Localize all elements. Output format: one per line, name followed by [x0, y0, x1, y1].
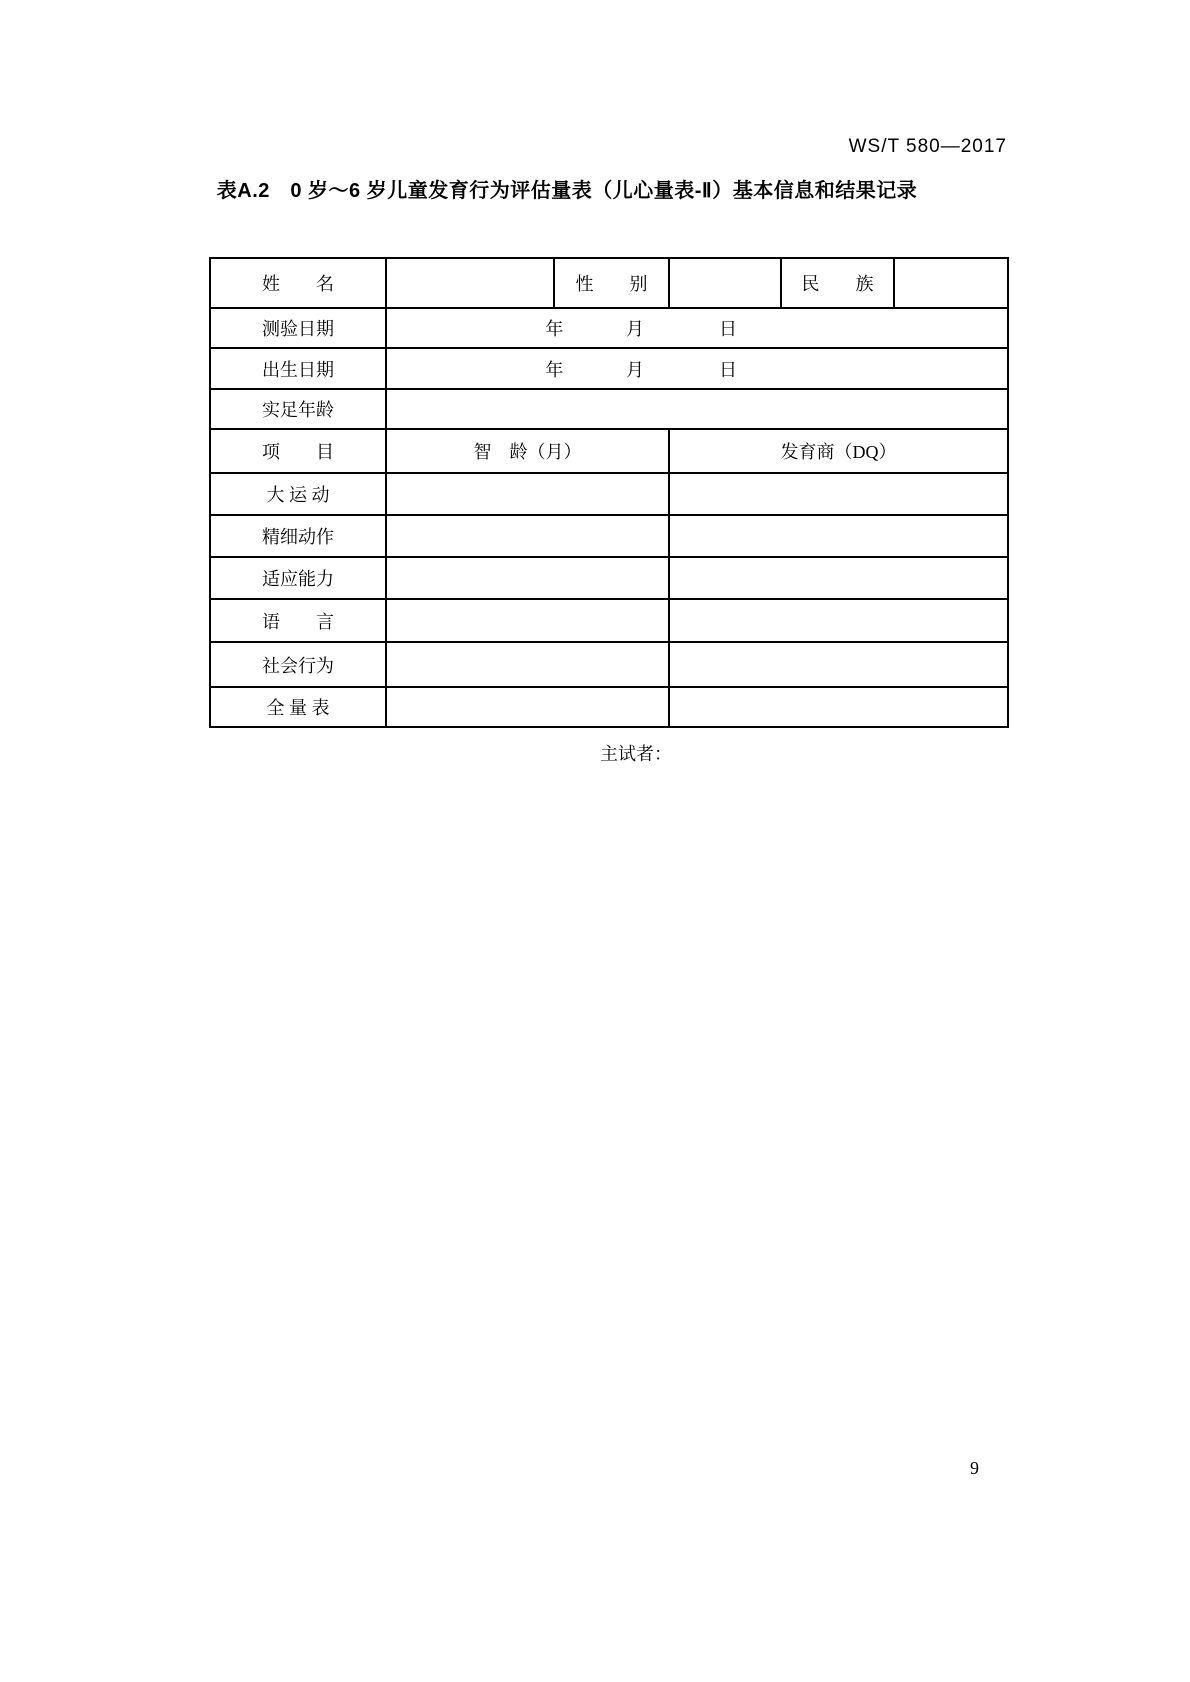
gender-label-cell: 性 别 — [554, 258, 669, 308]
table-row-language — [210, 599, 1008, 642]
adaptive-label-cell: 适应能力 — [210, 557, 386, 599]
table-row-full-scale — [210, 687, 1008, 727]
table-row-adaptive — [210, 557, 1008, 599]
birth-date-label-cell: 出生日期 — [210, 348, 386, 389]
birth-date-value-cell — [386, 348, 1008, 389]
page-number: 9 — [970, 1458, 979, 1478]
examiner-label: 主试者： — [600, 744, 672, 764]
table-row-actual-age — [210, 389, 1008, 429]
language-dq-cell — [669, 599, 1008, 642]
adaptive-mental-age-cell — [386, 557, 669, 599]
table-row-fine-motor — [210, 515, 1008, 557]
dq-header-cell: 发育商（DQ） — [669, 429, 1008, 473]
name-label-cell: 姓 名 — [210, 258, 386, 308]
table-row-items-header — [210, 429, 1008, 473]
ethnicity-label-cell: 民 族 — [781, 258, 894, 308]
language-label-cell: 语 言 — [210, 599, 386, 642]
table-row-test-date — [210, 308, 1008, 348]
birth-date-year-label: 年 — [545, 359, 564, 380]
record-form-table — [209, 257, 1009, 728]
fine-motor-mental-age-cell — [386, 515, 669, 557]
test-date-label-cell: 测验日期 — [210, 308, 386, 348]
full-scale-dq-cell — [669, 687, 1008, 727]
fine-motor-label-cell: 精细动作 — [210, 515, 386, 557]
social-mental-age-cell — [386, 642, 669, 687]
test-date-day-label: 日 — [719, 319, 737, 339]
birth-date-month-label: 月 — [626, 359, 644, 380]
actual-age-value-cell — [386, 389, 1008, 429]
mental-age-header-cell: 智 龄（月） — [386, 429, 669, 473]
fine-motor-dq-cell — [669, 515, 1008, 557]
test-date-month-label: 月 — [626, 319, 644, 339]
table-row-name — [210, 258, 1008, 308]
adaptive-dq-cell — [669, 557, 1008, 599]
test-date-year-label: 年 — [545, 319, 564, 339]
test-date-value-cell — [386, 308, 1008, 348]
social-dq-cell — [669, 642, 1008, 687]
table-row-social — [210, 642, 1008, 687]
items-header-label-cell: 项 目 — [210, 429, 386, 473]
gross-motor-dq-cell — [669, 473, 1008, 515]
standard-number: WS/T 580—2017 — [848, 136, 1007, 157]
ethnicity-value-cell — [894, 258, 1008, 308]
full-scale-label-cell: 全 量 表 — [210, 687, 386, 727]
name-value-cell — [386, 258, 554, 308]
full-scale-mental-age-cell — [386, 687, 669, 727]
social-label-cell: 社会行为 — [210, 642, 386, 687]
table-title: 表A.2 0 岁～6 岁儿童发育行为评估量表（儿心量表-Ⅱ）基本信息和结果记录 — [216, 180, 918, 202]
gross-motor-label-cell: 大 运 动 — [210, 473, 386, 515]
actual-age-label-cell: 实足年龄 — [210, 389, 386, 429]
table-row-gross-motor — [210, 473, 1008, 515]
table-row-birth-date — [210, 348, 1008, 389]
gender-value-cell — [669, 258, 781, 308]
language-mental-age-cell — [386, 599, 669, 642]
gross-motor-mental-age-cell — [386, 473, 669, 515]
birth-date-day-label: 日 — [719, 359, 737, 380]
